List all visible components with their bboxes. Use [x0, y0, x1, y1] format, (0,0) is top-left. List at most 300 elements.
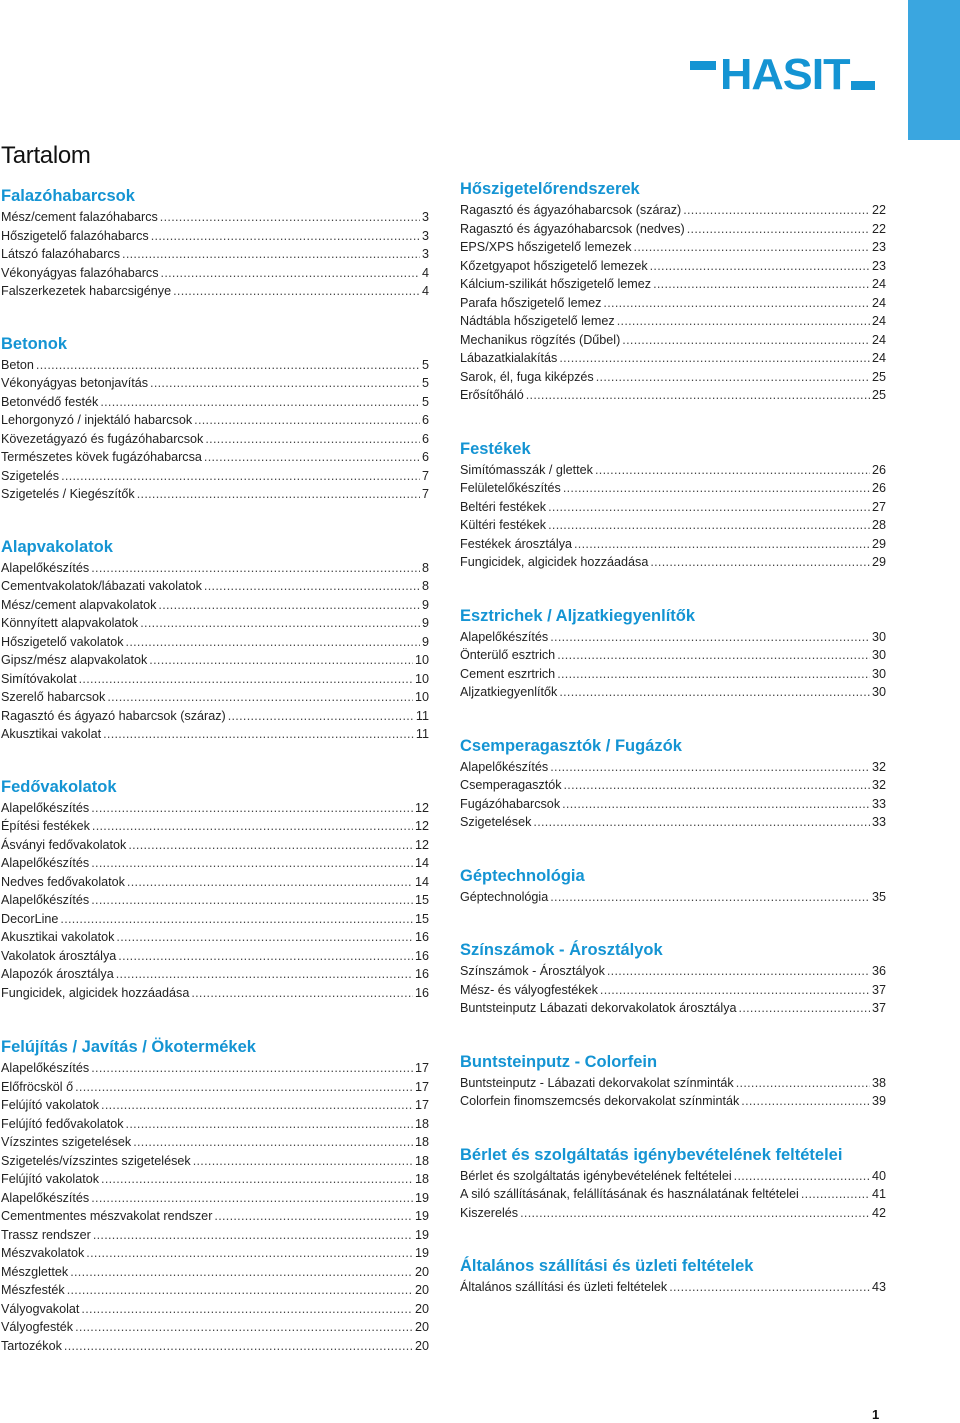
toc-entry[interactable] — [460, 368, 886, 387]
toc-entry-label: Alapelőkészítés — [1, 800, 90, 815]
page-title: Tartalom — [1, 142, 91, 169]
toc-entry[interactable] — [460, 479, 886, 498]
toc-dot-leader — [562, 795, 870, 814]
toc-entry[interactable] — [1, 651, 429, 670]
toc-entry-page: 6 — [421, 413, 429, 427]
toc-entry[interactable] — [460, 888, 886, 907]
toc-entry-page: 29 — [871, 555, 886, 569]
toc-dot-leader — [140, 614, 420, 633]
toc-entry[interactable] — [1, 707, 429, 726]
toc-entry[interactable] — [460, 1185, 886, 1204]
toc-entry[interactable] — [1, 614, 429, 633]
toc-left-column — [1, 187, 429, 1355]
toc-entry-label: Sarok, él, fuga kiképzés — [460, 369, 594, 384]
toc-dot-leader — [559, 683, 870, 702]
toc-entry[interactable] — [1, 1078, 429, 1097]
toc-entry[interactable] — [1, 928, 429, 947]
toc-entry-page: 8 — [421, 579, 429, 593]
toc-entry-page: 32 — [871, 759, 886, 774]
toc-dot-leader — [161, 264, 420, 283]
toc-entry[interactable] — [1, 873, 429, 892]
toc-entry[interactable] — [460, 257, 886, 276]
toc-entry-label: Kültéri festékek — [460, 518, 547, 532]
toc-entry-label: Önterülő esztrich — [460, 648, 556, 662]
toc-entry-page: 29 — [871, 536, 886, 551]
toc-entry-page: 3 — [421, 210, 429, 224]
toc-entry[interactable] — [460, 553, 886, 572]
toc-section — [1, 1038, 429, 1355]
toc-dot-leader — [204, 448, 420, 467]
toc-entry-page: 5 — [421, 376, 429, 390]
toc-entry-page: 9 — [421, 634, 429, 649]
toc-entry-page: 20 — [414, 1301, 429, 1316]
toc-entry-page: 12 — [414, 819, 429, 833]
toc-entry-label: Alapelőkészítés — [1, 1061, 90, 1075]
toc-entry-label: Alapozók árosztálya — [1, 967, 114, 981]
toc-section — [460, 737, 886, 832]
toc-entry[interactable] — [460, 349, 886, 368]
toc-entry-label: Mészfesték — [1, 1283, 65, 1297]
toc-entry[interactable] — [1, 670, 429, 689]
toc-entry-label: Vakolatok árosztálya — [1, 948, 117, 963]
toc-entry[interactable] — [1, 282, 429, 301]
toc-entry-label: Alapelőkészítés — [1, 560, 90, 575]
toc-dot-leader — [128, 836, 413, 855]
toc-entry-page: 20 — [414, 1283, 429, 1297]
toc-dot-leader — [101, 1096, 413, 1115]
toc-entry-label: Alapelőkészítés — [1, 856, 90, 870]
toc-dot-leader — [574, 535, 870, 554]
toc-entry-label: Színszámok - Árosztályok — [460, 964, 605, 978]
toc-entry-page: 24 — [871, 351, 886, 365]
corner-accent-block — [908, 0, 960, 140]
section-title: Hőszigetelőrendszerek — [460, 180, 640, 198]
toc-dot-leader — [91, 854, 413, 873]
toc-entry-page: 38 — [871, 1075, 886, 1090]
toc-entry[interactable] — [1, 910, 429, 929]
toc-entry-label: Mész- és vályogfestékek — [460, 982, 598, 997]
toc-dot-leader — [548, 498, 870, 517]
toc-entry[interactable] — [460, 331, 886, 350]
toc-entry[interactable] — [1, 1263, 429, 1282]
toc-entry[interactable] — [460, 795, 886, 814]
toc-entry[interactable] — [460, 646, 886, 665]
toc-entry-label: Simítóvakolat — [1, 671, 77, 686]
toc-dot-leader — [801, 1185, 870, 1204]
toc-dot-leader — [151, 227, 420, 246]
toc-dot-leader — [79, 670, 413, 689]
toc-dot-leader — [67, 1281, 413, 1300]
logo-text: HASIT — [720, 50, 850, 99]
toc-entry[interactable] — [1, 1207, 429, 1226]
toc-entry[interactable] — [460, 498, 886, 517]
toc-dot-leader — [91, 891, 413, 910]
hasit-logo — [690, 50, 875, 99]
toc-entry[interactable] — [1, 725, 429, 744]
toc-dot-leader — [603, 294, 870, 313]
toc-dot-leader — [133, 1133, 413, 1152]
toc-entry-page: 26 — [871, 462, 886, 477]
toc-entry-label: Ragasztó és ágyazóhabarcsok (száraz) — [460, 203, 682, 217]
toc-dot-leader — [557, 665, 870, 684]
toc-entry[interactable] — [460, 275, 886, 294]
toc-entry-page: 5 — [421, 357, 429, 372]
toc-entry[interactable] — [1, 1170, 429, 1189]
toc-entry-label: Buntsteinputz - Lábazati dekorvakolat színminták — [460, 1075, 734, 1090]
toc-entry-page: 33 — [871, 796, 886, 811]
toc-entry-page: 12 — [414, 800, 429, 815]
toc-entry-label: Felületelőkészítés — [460, 481, 561, 495]
toc-section — [460, 941, 886, 1018]
toc-entry-page: 27 — [871, 499, 886, 514]
toc-right-column — [460, 180, 886, 1297]
toc-entry[interactable] — [460, 1204, 886, 1223]
toc-entry-label: Vékonyágyas falazóhabarcs — [1, 265, 159, 280]
toc-entry[interactable] — [1, 227, 429, 246]
toc-dot-leader — [149, 651, 413, 670]
toc-entry-label: Bérlet és szolgáltatás igénybevételének feltételei — [460, 1168, 732, 1183]
toc-entry[interactable] — [460, 386, 886, 405]
toc-entry-page: 35 — [871, 889, 886, 904]
toc-entry[interactable] — [1, 559, 429, 578]
toc-dot-leader — [61, 467, 420, 486]
toc-entry[interactable] — [1, 245, 429, 264]
toc-dot-leader — [228, 707, 414, 726]
toc-entry[interactable] — [460, 516, 886, 535]
toc-dot-leader — [91, 1189, 413, 1208]
toc-dot-leader — [116, 928, 413, 947]
section-title: Csemperagasztók / Fugázók — [460, 736, 682, 755]
toc-dot-leader — [739, 999, 870, 1018]
toc-entry[interactable] — [460, 461, 886, 480]
toc-entry[interactable] — [1, 411, 429, 430]
toc-entry-page: 16 — [414, 948, 429, 963]
toc-dot-leader — [557, 646, 870, 665]
toc-entry-page: 22 — [871, 203, 886, 217]
toc-dot-leader — [595, 461, 870, 480]
toc-entry[interactable] — [460, 981, 886, 1000]
toc-entry-label: Beton — [1, 357, 34, 372]
toc-entry-label: Ragasztó és ágyazóhabarcsok (nedves) — [460, 221, 685, 236]
toc-dot-leader — [160, 208, 420, 227]
section-title: Fedővakolatok — [1, 777, 117, 796]
toc-entry[interactable] — [1, 965, 429, 984]
toc-entry[interactable] — [1, 799, 429, 818]
toc-entry-label: Szigetelések — [460, 815, 532, 829]
toc-dot-leader — [559, 349, 870, 368]
toc-dot-leader — [36, 356, 420, 375]
toc-dot-leader — [563, 479, 870, 498]
toc-entry-label: Vályogfesték — [1, 1320, 74, 1334]
toc-dot-leader — [736, 1074, 870, 1093]
toc-entry-label: Ásványi fedővakolatok — [1, 837, 127, 852]
toc-entry-page: 11 — [415, 727, 429, 741]
section-title: Felújítás / Javítás / Ökotermékek — [1, 1038, 256, 1056]
toc-dot-leader — [533, 813, 870, 832]
toc-entry-page: 40 — [871, 1168, 886, 1183]
toc-entry[interactable] — [1, 1133, 429, 1152]
toc-entry-page: 6 — [421, 431, 429, 446]
toc-entry-label: DecorLine — [1, 911, 59, 926]
toc-dot-leader — [91, 799, 413, 818]
toc-entry-label: Mechanikus rögzítés (Dűbel) — [460, 332, 621, 347]
toc-entry[interactable] — [1, 1189, 429, 1208]
toc-entry-page: 4 — [421, 284, 429, 298]
toc-section — [460, 1053, 886, 1111]
toc-entry[interactable] — [1, 688, 429, 707]
toc-dot-leader — [653, 275, 870, 294]
toc-entry[interactable] — [1, 393, 429, 412]
toc-entry-page: 16 — [414, 967, 429, 981]
toc-entry-page: 17 — [414, 1061, 429, 1075]
toc-entry-label: Felújító fedővakolatok — [1, 1116, 124, 1131]
toc-entry[interactable] — [1, 1281, 429, 1300]
toc-entry[interactable] — [460, 535, 886, 554]
toc-entry-page: 11 — [415, 708, 429, 723]
toc-entry[interactable] — [1, 448, 429, 467]
toc-entry-label: Építési festékek — [1, 819, 90, 833]
toc-entry[interactable] — [1, 1115, 429, 1134]
toc-entry-page: 3 — [421, 228, 429, 243]
toc-entry[interactable] — [460, 220, 886, 239]
toc-entry-label: Simítómasszák / glettek — [460, 462, 593, 477]
toc-dot-leader — [93, 1226, 413, 1245]
toc-entry[interactable] — [1, 1318, 429, 1337]
toc-entry[interactable] — [460, 999, 886, 1018]
toc-dot-leader — [118, 947, 413, 966]
toc-entry-page: 17 — [414, 1098, 429, 1112]
toc-entry-label: Mészglettek — [1, 1264, 69, 1279]
toc-entry[interactable] — [460, 776, 886, 795]
toc-dot-leader — [64, 1337, 413, 1356]
section-title: Géptechnológia — [460, 866, 585, 885]
toc-entry-label: Colorfein finomszemcsés dekorvakolat színminták — [460, 1094, 740, 1108]
toc-entry[interactable] — [1, 1337, 429, 1356]
toc-entry[interactable] — [1, 817, 429, 836]
toc-entry[interactable] — [1, 1059, 429, 1078]
toc-entry[interactable] — [460, 683, 886, 702]
toc-entry-page: 23 — [871, 258, 886, 273]
toc-entry[interactable] — [1, 485, 429, 504]
toc-section — [460, 440, 886, 572]
toc-entry-page: 41 — [871, 1187, 886, 1201]
toc-entry[interactable] — [1, 1152, 429, 1171]
toc-entry[interactable] — [460, 665, 886, 684]
toc-dot-leader — [607, 962, 870, 981]
toc-dot-leader — [173, 282, 420, 301]
toc-entry[interactable] — [1, 984, 429, 1003]
toc-entry-page: 10 — [414, 690, 429, 704]
toc-entry[interactable] — [460, 201, 886, 220]
toc-entry[interactable] — [1, 264, 429, 283]
toc-dot-leader — [650, 553, 870, 572]
toc-dot-leader — [92, 817, 413, 836]
toc-entry-page: 19 — [414, 1246, 429, 1260]
toc-entry-page: 18 — [414, 1172, 429, 1186]
toc-entry[interactable] — [1, 374, 429, 393]
toc-entry[interactable] — [1, 577, 429, 596]
toc-entry-label: Cementmentes mészvakolat rendszer — [1, 1209, 213, 1223]
toc-entry-label: Géptechnológia — [460, 889, 549, 904]
toc-entry-label: Akusztikai vakolat — [1, 727, 102, 741]
toc-dot-leader — [116, 965, 413, 984]
toc-entry[interactable] — [1, 430, 429, 449]
toc-entry-label: Beltéri festékek — [460, 499, 547, 514]
toc-entry-label: Kálcium-szilikát hőszigetelő lemez — [460, 277, 652, 291]
toc-entry-label: Lehorgonyzó / injektáló habarcsok — [1, 413, 193, 427]
toc-entry-label: A siló szállításának, felállításának és használatának feltételei — [460, 1187, 799, 1201]
toc-entry-label: Mész/cement falazóhabarcs — [1, 210, 158, 224]
toc-dot-leader — [75, 1318, 413, 1337]
toc-section — [1, 335, 429, 504]
toc-entry[interactable] — [1, 356, 429, 375]
toc-entry-page: 19 — [414, 1209, 429, 1223]
section-title: Színszámok - Árosztályok — [460, 941, 663, 959]
toc-section — [460, 1146, 886, 1223]
toc-entry-label: Mészvakolatok — [1, 1246, 85, 1260]
toc-entry-page: 18 — [414, 1116, 429, 1131]
toc-entry-page: 24 — [871, 314, 886, 328]
toc-dot-leader — [70, 1263, 413, 1282]
toc-entry-label: Szigetelés — [1, 468, 60, 483]
toc-entry-page: 7 — [421, 487, 429, 501]
toc-entry-label: Buntsteinputz Lábazati dekorvakolatok árosztálya — [460, 1001, 737, 1015]
section-title: Festékek — [460, 439, 531, 458]
toc-entry[interactable] — [1, 1244, 429, 1263]
toc-dot-leader — [150, 374, 420, 393]
toc-entry-page: 6 — [421, 450, 429, 464]
toc-section — [460, 607, 886, 702]
toc-entry-label: Fungicidek, algicidek hozzáadása — [460, 555, 649, 569]
toc-entry[interactable] — [460, 1074, 886, 1093]
toc-entry[interactable] — [460, 1167, 886, 1186]
toc-entry[interactable] — [1, 1300, 429, 1319]
toc-entry[interactable] — [460, 1092, 886, 1111]
toc-entry-label: Erősítőháló — [460, 388, 524, 402]
toc-entry-page: 5 — [421, 394, 429, 409]
toc-dot-leader — [103, 725, 414, 744]
toc-entry-label: EPS/XPS hőszigetelő lemezek — [460, 240, 632, 254]
toc-entry[interactable] — [460, 758, 886, 777]
toc-entry-label: Nádtábla hőszigetelő lemez — [460, 314, 615, 328]
toc-entry[interactable] — [460, 628, 886, 647]
section-title: Betonok — [1, 334, 67, 353]
toc-entry[interactable] — [1, 947, 429, 966]
toc-dot-leader — [520, 1204, 870, 1223]
toc-entry-label: Csemperagasztók — [460, 778, 562, 792]
toc-entry-label: Alapelőkészítés — [1, 893, 90, 907]
toc-dot-leader — [158, 596, 420, 615]
toc-entry[interactable] — [1, 596, 429, 615]
toc-entry[interactable] — [460, 962, 886, 981]
toc-entry-label: Vízszintes szigetelések — [1, 1135, 132, 1149]
toc-entry[interactable] — [460, 294, 886, 313]
toc-entry[interactable] — [1, 467, 429, 486]
toc-entry-page: 24 — [871, 295, 886, 310]
toc-entry[interactable] — [460, 813, 886, 832]
toc-entry-page: 3 — [421, 247, 429, 261]
toc-entry-page: 7 — [421, 468, 429, 483]
toc-entry-page: 9 — [421, 597, 429, 612]
toc-entry-label: Vályogvakolat — [1, 1301, 80, 1316]
toc-entry-label: Cementvakolatok/lábazati vakolatok — [1, 579, 202, 593]
toc-entry[interactable] — [1, 208, 429, 227]
toc-section — [1, 538, 429, 744]
toc-entry-page: 10 — [414, 653, 429, 667]
toc-entry-page: 18 — [414, 1153, 429, 1168]
toc-entry[interactable] — [1, 836, 429, 855]
toc-entry-label: Hőszigetelő vakolatok — [1, 634, 124, 649]
toc-entry[interactable] — [1, 854, 429, 873]
toc-entry-label: Alapelőkészítés — [460, 629, 549, 644]
toc-entry-page: 20 — [414, 1320, 429, 1334]
toc-entry-page: 25 — [871, 369, 886, 384]
toc-entry-page: 16 — [414, 985, 429, 1000]
toc-entry-label: Trassz rendszer — [1, 1227, 91, 1242]
toc-entry[interactable] — [1, 1096, 429, 1115]
toc-entry-label: Vékonyágyas betonjavítás — [1, 376, 149, 390]
toc-entry-label: Tartozékok — [1, 1338, 62, 1353]
toc-entry[interactable] — [460, 312, 886, 331]
toc-entry[interactable] — [1, 1226, 429, 1245]
toc-dot-leader — [550, 758, 870, 777]
section-title: Esztrichek / Aljzatkiegyenlítők — [460, 606, 696, 625]
toc-entry[interactable] — [1, 633, 429, 652]
toc-dot-leader — [669, 1278, 870, 1297]
toc-entry-label: Betonvédő festék — [1, 394, 99, 409]
toc-entry-page: 14 — [414, 856, 429, 870]
toc-entry[interactable] — [1, 891, 429, 910]
toc-entry-page: 15 — [414, 893, 429, 907]
page-number: 1 — [872, 1407, 880, 1422]
toc-dot-leader — [100, 393, 420, 412]
toc-dot-leader — [191, 984, 413, 1003]
toc-entry[interactable] — [460, 1278, 886, 1297]
toc-entry-label: Mész/cement alapvakolatok — [1, 597, 157, 612]
toc-entry-label: Látszó falazóhabarcs — [1, 247, 121, 261]
toc-entry-page: 26 — [871, 481, 886, 495]
toc-dot-leader — [91, 1059, 413, 1078]
section-title: Falazóhabarcsok — [1, 187, 135, 205]
toc-dot-leader — [617, 312, 870, 331]
toc-entry-page: 9 — [421, 616, 429, 630]
toc-entry-page: 36 — [871, 964, 886, 978]
logo-bar-left — [690, 61, 716, 70]
toc-dot-leader — [741, 1092, 870, 1111]
toc-entry[interactable] — [460, 238, 886, 257]
toc-entry-label: Nedves fedővakolatok — [1, 874, 125, 889]
toc-entry-page: 8 — [421, 560, 429, 575]
toc-entry-page: 4 — [421, 265, 429, 280]
toc-dot-leader — [107, 688, 413, 707]
toc-entry-label: Aljzatkiegyenlítők — [460, 685, 558, 699]
toc-dot-leader — [75, 1078, 413, 1097]
toc-entry-label: Gipsz/mész alapvakolatok — [1, 653, 148, 667]
toc-dot-leader — [564, 776, 870, 795]
section-title: Buntsteinputz - Colorfein — [460, 1052, 658, 1071]
toc-entry-label: Alapelőkészítés — [1, 1190, 90, 1205]
toc-entry-page: 30 — [871, 629, 886, 644]
toc-dot-leader — [734, 1167, 870, 1186]
toc-entry-label: Felújító vakolatok — [1, 1098, 100, 1112]
toc-dot-leader — [683, 201, 870, 220]
toc-entry-label: Fungicidek, algicidek hozzáadása — [1, 985, 190, 1000]
toc-entry-page: 37 — [871, 982, 886, 997]
toc-dot-leader — [91, 559, 420, 578]
toc-entry-page: 37 — [871, 1001, 886, 1015]
toc-entry-page: 39 — [871, 1094, 886, 1108]
toc-dot-leader — [60, 910, 413, 929]
